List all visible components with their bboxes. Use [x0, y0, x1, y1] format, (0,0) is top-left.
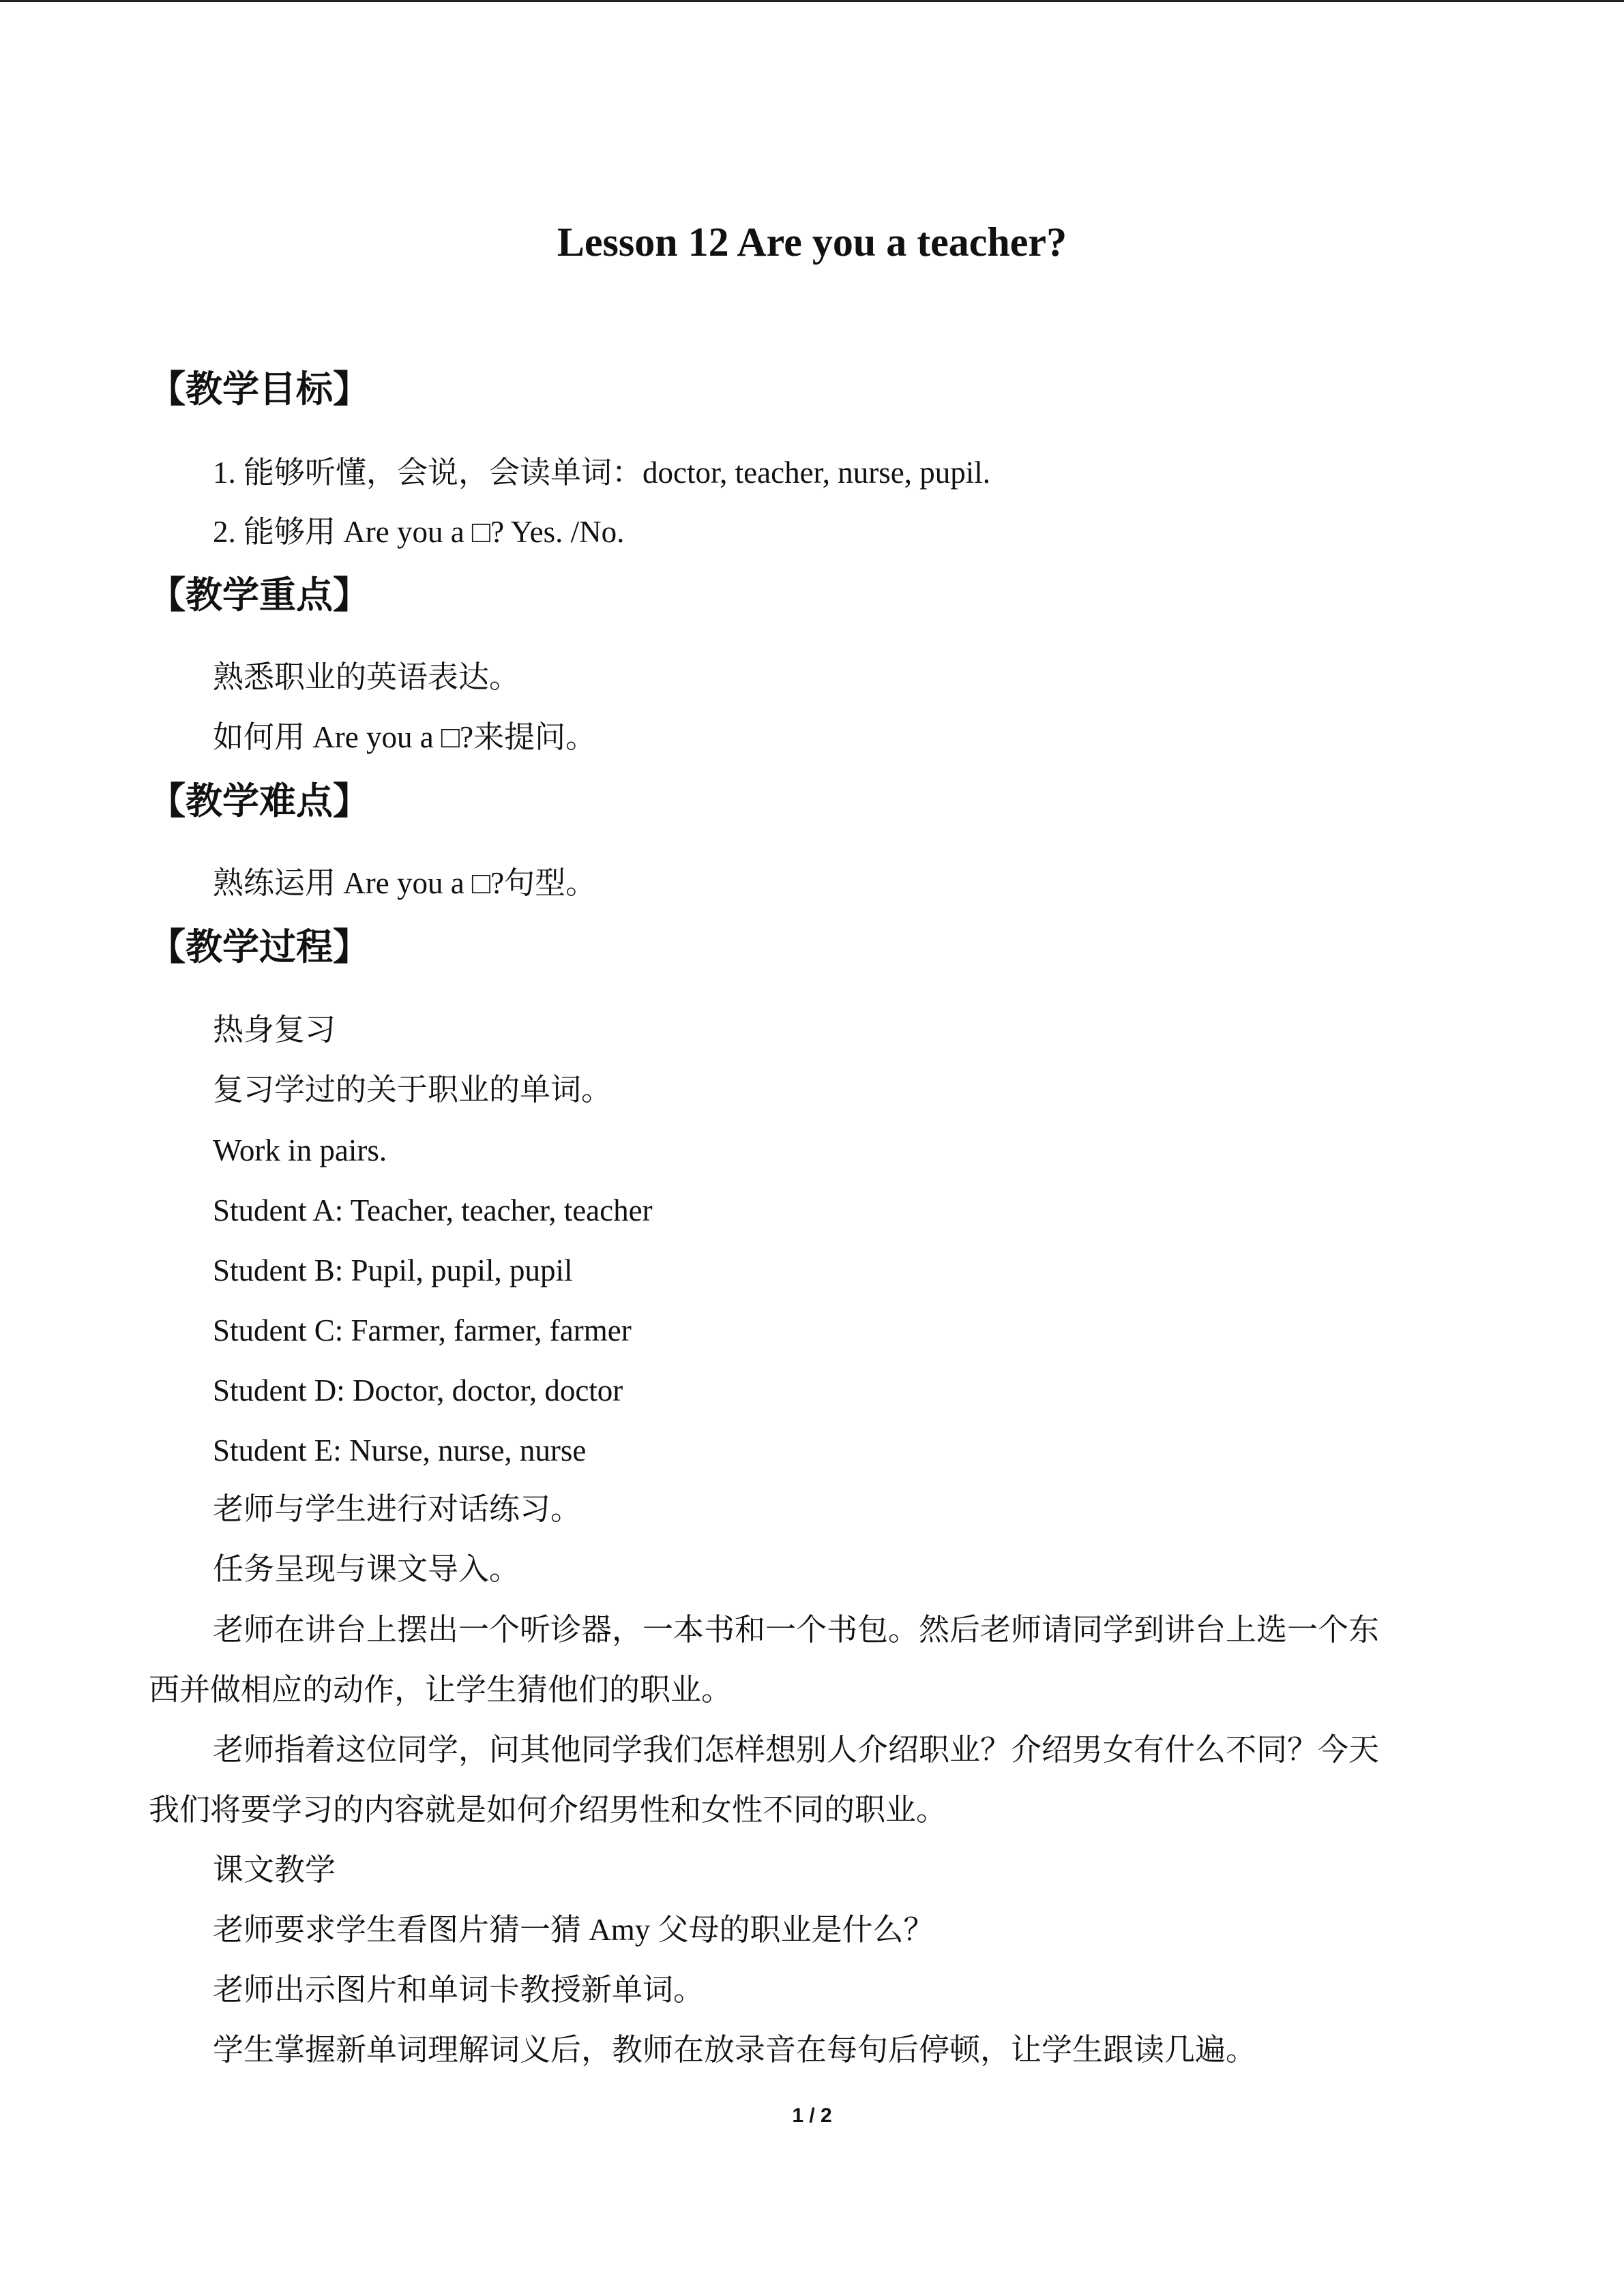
process-item: 课文教学	[213, 1853, 336, 1887]
section-heading-difficulties: 【教学难点】	[149, 781, 370, 822]
process-item: Student D: Doctor, doctor, doctor	[213, 1373, 623, 1407]
objective-item: 1. 能够听懂，会说，会读单词：doctor, teacher, nurse, pupil.	[213, 456, 990, 490]
process-item: Student A: Teacher, teacher, teacher	[213, 1193, 653, 1227]
process-item: Work in pairs.	[213, 1133, 387, 1167]
process-item: Student E: Nurse, nurse, nurse	[213, 1433, 587, 1467]
process-item: Student B: Pupil, pupil, pupil	[213, 1253, 573, 1287]
objective-item: 2. 能够用 Are you a □? Yes. /No.	[213, 515, 625, 549]
difficulty-item: 熟练运用 Are you a □?句型。	[213, 866, 597, 900]
process-item: 热身复习	[213, 1013, 336, 1047]
key-point-item: 熟悉职业的英语表达。	[213, 660, 520, 694]
process-item: 老师出示图片和单词卡教授新单词。	[213, 1973, 705, 2007]
process-item: 老师与学生进行对话练习。	[213, 1492, 582, 1526]
section-heading-objectives: 【教学目标】	[149, 369, 370, 410]
process-item: 老师要求学生看图片猜一猜 Amy 父母的职业是什么？	[213, 1913, 934, 1947]
paragraph-line: 老师指着这位同学，问其他同学我们怎样想别人介绍职业？介绍男女有什么不同？今天	[213, 1733, 1380, 1767]
process-item: 学生掌握新单词理解词义后，教师在放录音在每句后停顿，让学生跟读几遍。	[213, 2033, 1257, 2067]
page-title: Lesson 12 Are you a teacher?	[557, 220, 1067, 265]
key-point-item: 如何用 Are you a □?来提问。	[213, 720, 597, 754]
section-heading-process: 【教学过程】	[149, 927, 370, 968]
paragraph-line: 西并做相应的动作，让学生猜他们的职业。	[149, 1673, 733, 1707]
page-number: 1 / 2	[792, 2104, 832, 2127]
paragraph-line: 老师在讲台上摆出一个听诊器，一本书和一个书包。然后老师请同学到讲台上选一个东	[213, 1613, 1380, 1647]
paragraph-line: 我们将要学习的内容就是如何介绍男性和女性不同的职业。	[149, 1793, 947, 1827]
process-item: Student C: Farmer, farmer, farmer	[213, 1313, 632, 1347]
section-heading-key-points: 【教学重点】	[149, 575, 370, 616]
process-item: 复习学过的关于职业的单词。	[213, 1073, 612, 1107]
process-item: 任务呈现与课文导入。	[213, 1552, 520, 1586]
